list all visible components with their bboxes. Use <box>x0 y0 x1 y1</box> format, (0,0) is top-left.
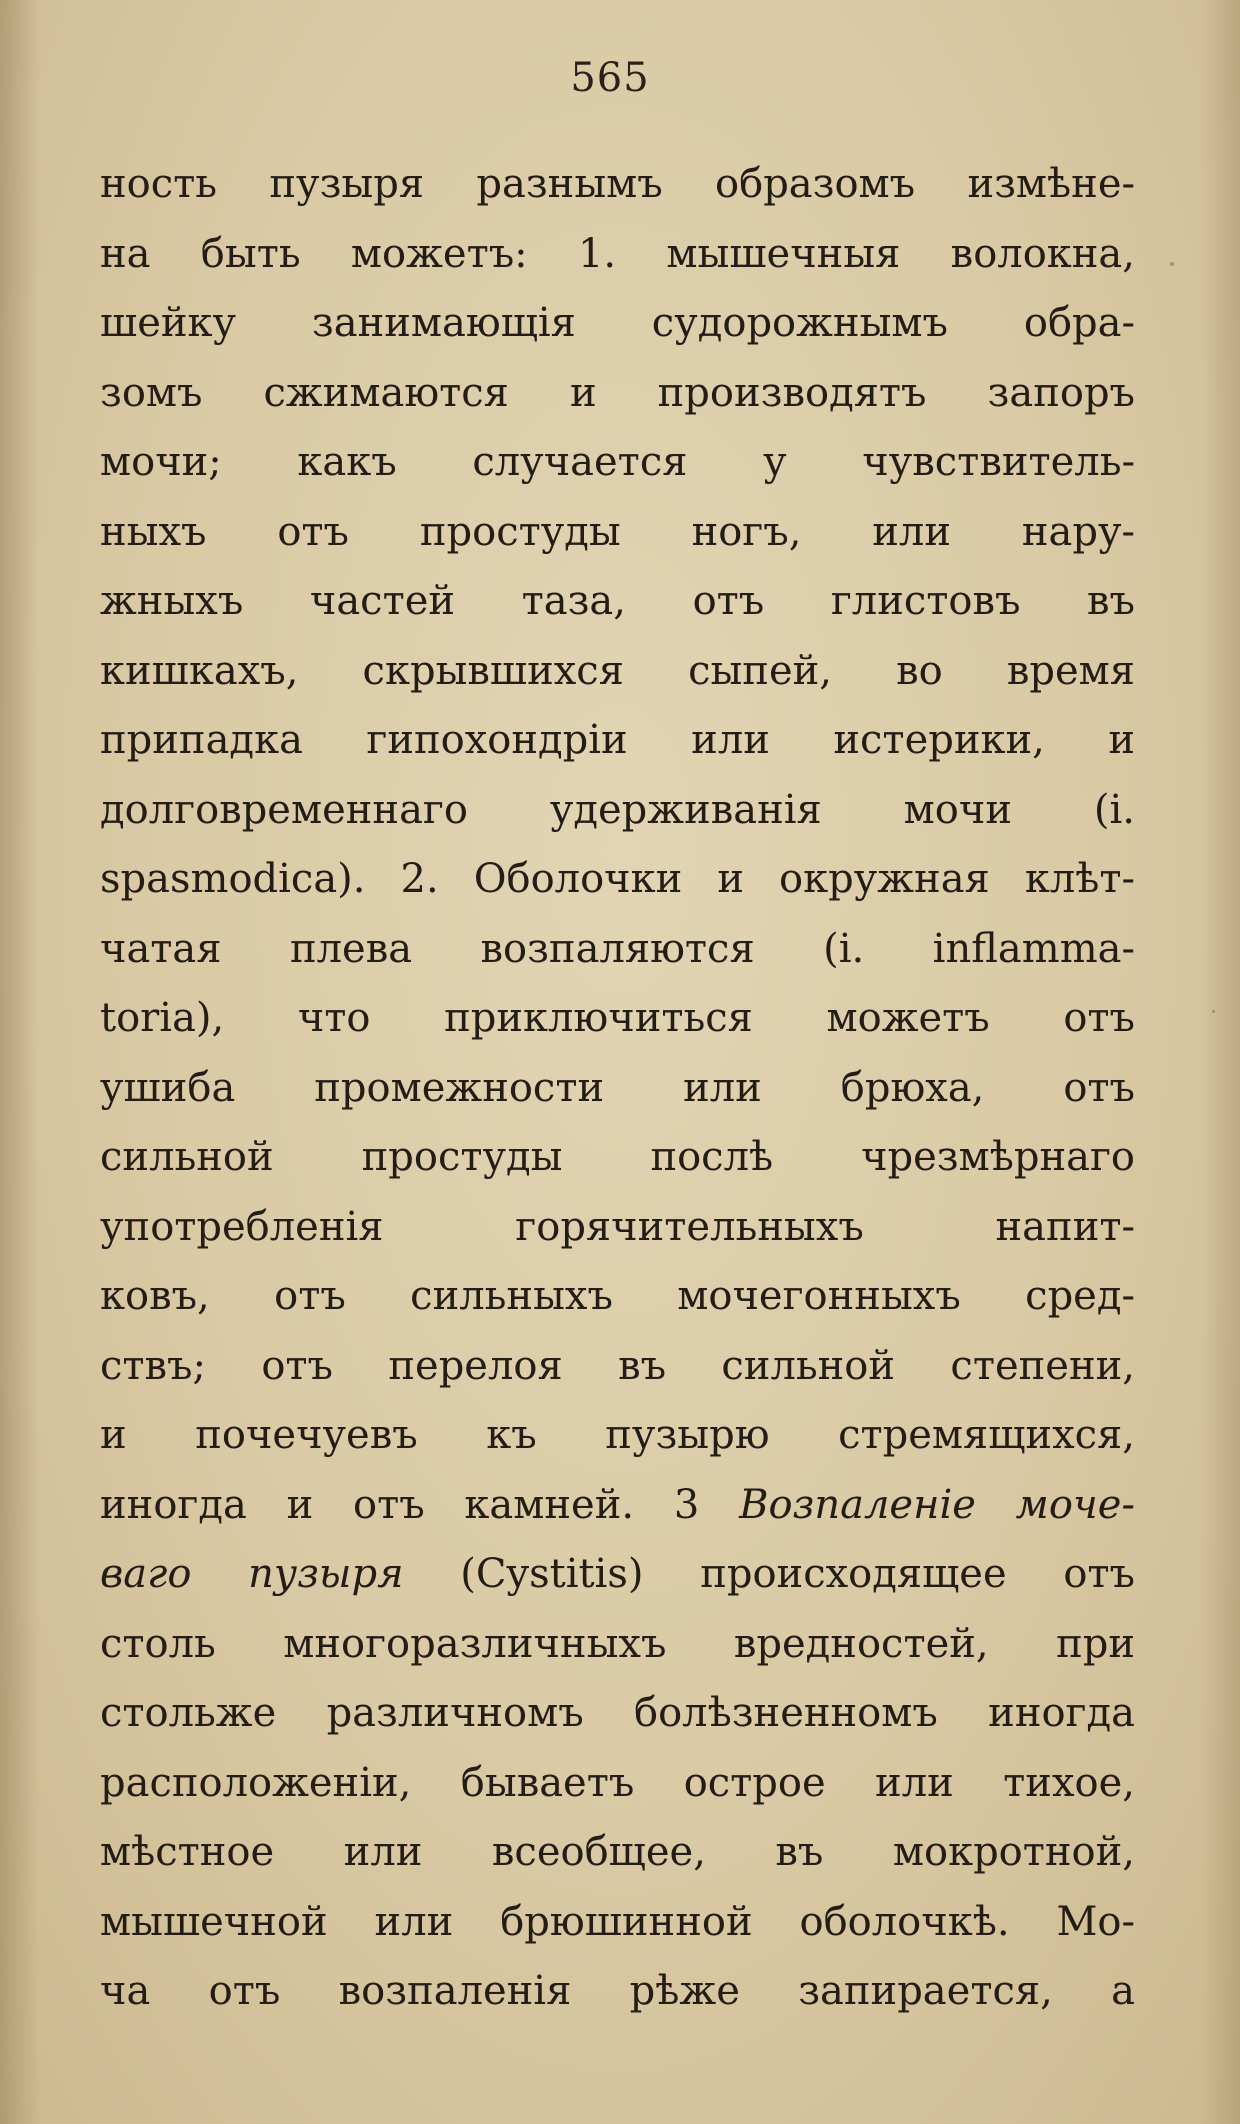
paper-speck <box>1170 262 1174 266</box>
text-line <box>100 1471 1135 1541</box>
paper-speck <box>1212 1010 1215 1013</box>
text-line <box>100 289 1135 359</box>
text-segment: ствъ; отъ перелоя въ сильной степени, <box>100 1342 1135 1389</box>
text-segment: и почечуевъ къ пузырю стремящихся, <box>100 1412 1135 1458</box>
text-line <box>100 915 1135 985</box>
text-line <box>100 706 1135 776</box>
page-edge-shadow-right <box>1200 0 1240 2124</box>
page-number: 565 <box>570 55 650 101</box>
body-text <box>100 150 1135 2027</box>
text-segment: toria), что приключиться можетъ отъ <box>100 995 1135 1041</box>
text-segment: зомъ сжимаются и производятъ запоръ <box>100 369 1135 416</box>
text-segment: столь многоразличныхъ вредностей, при <box>100 1620 1135 1667</box>
text-segment: мѣстное или всеобщее, въ мокротной, <box>100 1829 1135 1875</box>
text-segment: шейку занимающія судорожнымъ обра- <box>100 300 1135 346</box>
text-line <box>100 1054 1135 1124</box>
text-line <box>100 1332 1135 1402</box>
text-segment: расположеніи, бываетъ острое или тихое, <box>100 1759 1135 1806</box>
text-line <box>100 984 1135 1054</box>
text-segment: стольже различномъ болѣзненномъ иногда <box>100 1690 1135 1736</box>
text-line <box>100 1193 1135 1263</box>
text-line <box>100 1749 1135 1819</box>
text-line <box>100 845 1135 915</box>
text-segment: сильной простуды послѣ чрезмѣрнаго <box>100 1134 1135 1180</box>
text-segment: чатая плева возпаляются (i. inflamma- <box>100 925 1135 972</box>
text-segment: кишкахъ, скрывшихся сыпей, во время <box>100 647 1135 694</box>
text-segment: долговременнаго удерживанія мочи (i. <box>100 786 1135 833</box>
text-segment-italic: Возпаленіе моче- <box>739 1481 1135 1528</box>
text-segment: ность пузыря разнымъ образомъ измѣне- <box>100 161 1135 207</box>
text-segment: spasmodica). 2. Оболочки и окружная клѣт- <box>100 856 1135 902</box>
text-line <box>100 1679 1135 1749</box>
text-segment: ча отъ возпаленія рѣже запирается, а <box>100 1968 1135 2014</box>
text-line <box>100 1401 1135 1471</box>
page-edge-shadow-left <box>0 0 40 2124</box>
text-line <box>100 1610 1135 1680</box>
text-segment-italic: ваго пузыря <box>100 1551 404 1597</box>
text-segment: ушиба промежности или брюха, отъ <box>100 1064 1135 1111</box>
text-line <box>100 359 1135 429</box>
text-line <box>100 220 1135 290</box>
text-line <box>100 1818 1135 1888</box>
text-line <box>100 776 1135 846</box>
text-segment: жныхъ частей таза, отъ глистовъ въ <box>100 578 1135 624</box>
text-segment: на быть можетъ: 1. мышечныя волокна, <box>100 230 1135 277</box>
text-segment: ныхъ отъ простуды ногъ, или нару- <box>100 508 1135 555</box>
text-line <box>100 428 1135 498</box>
text-segment: ковъ, отъ сильныхъ мочегонныхъ сред- <box>100 1273 1135 1319</box>
text-line <box>100 637 1135 707</box>
text-line <box>100 567 1135 637</box>
text-segment: мочи; какъ случается у чувствитель- <box>100 439 1135 485</box>
text-segment: мышечной или брюшинной оболочкѣ. Мо- <box>100 1898 1135 1945</box>
text-line <box>100 1540 1135 1610</box>
text-segment: употребленія горячительныхъ напит- <box>100 1203 1135 1250</box>
text-line <box>100 1123 1135 1193</box>
text-line <box>100 150 1135 220</box>
text-line <box>100 1957 1135 2027</box>
text-line <box>100 498 1135 568</box>
text-segment: (Cystitis) происходящее отъ <box>403 1551 1135 1597</box>
text-line <box>100 1262 1135 1332</box>
text-segment: иногда и отъ камней. 3 <box>100 1481 740 1528</box>
text-segment: припадка гипохондріи или истерики, и <box>100 717 1135 763</box>
text-line <box>100 1888 1135 1958</box>
